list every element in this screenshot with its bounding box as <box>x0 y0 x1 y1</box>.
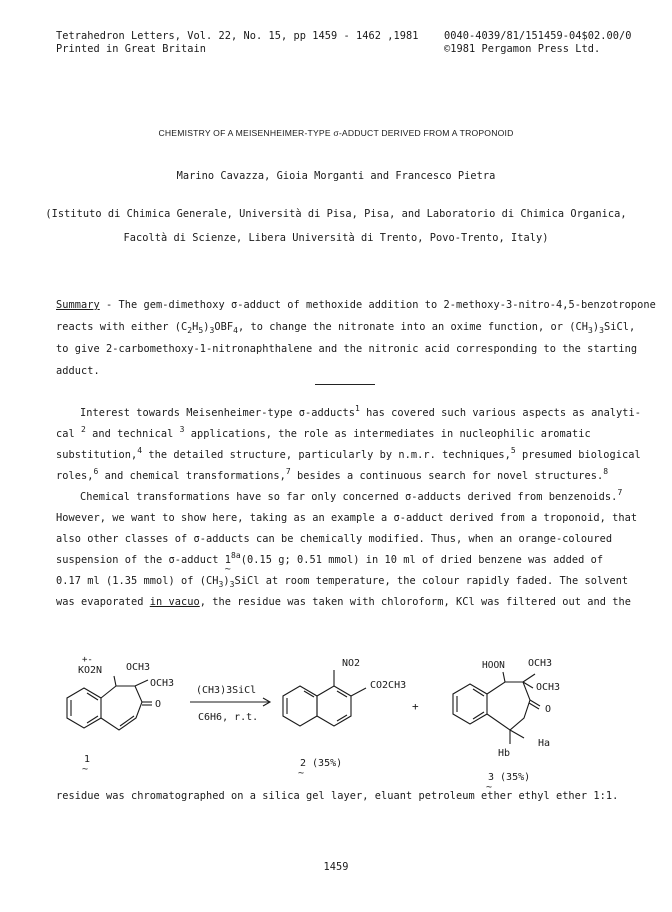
c3-hb: Hb <box>498 748 511 759</box>
text: and chemical transformations, <box>98 470 286 482</box>
summary-text-2g: SiCl, <box>603 321 636 333</box>
summary-text-2b: H <box>192 321 199 333</box>
text: ) <box>223 575 230 587</box>
sub: 2 <box>187 326 193 335</box>
tilde-mark: ~ <box>82 764 89 775</box>
text: presumed biological <box>515 449 641 461</box>
text: has covered such various aspects as analyti- <box>359 407 642 419</box>
c1-tropone-ring <box>101 686 142 730</box>
reaction-scheme <box>0 640 672 800</box>
text: cal <box>56 428 81 440</box>
c1-benzene-ring <box>67 688 101 728</box>
text: and technical <box>85 428 180 440</box>
summary-text-2d: OBF <box>214 321 234 333</box>
ref: 3 <box>179 425 185 434</box>
text: (0.15 g; 0.51 mmol) in 10 ml of dried benzene was added of <box>240 554 604 566</box>
sub: 5 <box>198 326 204 335</box>
ref: 1 <box>354 404 360 413</box>
reagent-top: (CH3)3SiCl <box>196 685 257 696</box>
ref: 8a <box>230 551 241 560</box>
article-title: CHEMISTRY OF A MEISENHEIMER-TYPE σ-ADDUCT DERIVED FROM A TROPONOID <box>158 128 514 138</box>
journal-citation: Tetrahedron Letters, Vol. 22, No. 15, pp 1459 - 1462 ,1981 <box>56 30 419 42</box>
sub: 4 <box>233 326 238 335</box>
text: , the residue was taken with chloroform, KCl was filtered out and the <box>199 596 631 608</box>
summary-text-2c: ) <box>203 321 210 333</box>
article-code: 0040-4039/81/151459-04$02.00/0 <box>444 30 632 42</box>
copyright: ©1981 Pergamon Press Ltd. <box>444 43 601 55</box>
summary-text-2f: ) <box>592 321 600 333</box>
compound-1-label: 1 <box>84 754 91 765</box>
body-line-8 <box>56 551 604 575</box>
c2-ring-b <box>317 686 351 726</box>
body-line-2 <box>56 425 591 441</box>
summary-line-1 <box>56 299 656 312</box>
c3-methoxy-top: OCH3 <box>528 658 553 669</box>
affiliation-line-2: Facoltà di Scienze, Libera Università di Trento, Povo-Trento, Italy) <box>123 232 549 244</box>
c1-carbonyl-o: O <box>155 699 162 710</box>
c3-benzene-ring <box>453 684 487 724</box>
c2-nitro: NO2 <box>342 658 361 669</box>
page-number: 1459 <box>323 861 349 873</box>
summary-text-1: - The gem-dimethoxy σ-adduct of methoxide addition to 2-methoxy-3-nitro-4,5-benzotropone <box>99 299 656 311</box>
sub: 3 <box>218 580 224 589</box>
body-line-7: also other classes of σ-adducts can be chemically modified. Thus, when an orange-coloured <box>56 533 613 545</box>
printed-note: Printed in Great Britain <box>56 43 206 55</box>
c3-hoon: HOON <box>482 660 505 671</box>
text: the detailed structure, particularly by n.m.r. techniques, <box>142 449 511 461</box>
body-line-4 <box>56 467 609 483</box>
sub: 3 <box>587 326 593 335</box>
compound-ref-1 <box>224 551 241 575</box>
ref: 7 <box>617 488 623 497</box>
tilde-mark: ~ <box>224 564 231 575</box>
c1-methoxy-side: OCH3 <box>150 678 175 689</box>
text: Chemical transformations have so far only concerned σ-adducts derived from benzenoids. <box>80 491 618 503</box>
affiliation-line-1: (Istituto di Chimica Generale, Università di Pisa, Pisa, and Laboratorio di Chimica Organica, <box>45 208 627 220</box>
summary-text-2a: reacts with either (C <box>56 321 188 333</box>
c3-carbonyl-o: O <box>545 704 552 715</box>
c2-ester: CO2CH3 <box>370 680 407 691</box>
c3-ha: Ha <box>538 738 551 749</box>
body-line-1 <box>80 404 642 420</box>
ref: 8 <box>603 467 609 476</box>
text: Interest towards Meisenheimer-type σ-adducts <box>80 407 355 419</box>
c1-methoxy-top: OCH3 <box>126 662 151 673</box>
sub: 3 <box>209 326 215 335</box>
ref: 4 <box>137 446 143 455</box>
text: SiCl at room temperature, the colour rapidly faded. The solvent <box>234 575 629 587</box>
summary-line-4: adduct. <box>56 365 100 377</box>
summary-line-2 <box>56 321 635 334</box>
summary-line-3: to give 2-carbomethoxy-1-nitronaphthalene and the nitronic acid corresponding to the starting <box>56 343 638 355</box>
summary-text-2e: , to change the nitronate into an oxime function, or (CH <box>237 321 588 333</box>
text: in vacuo <box>149 596 200 608</box>
c2-ring-a <box>283 686 317 726</box>
body-line-3 <box>56 446 641 462</box>
c3-tropone-ring <box>487 682 530 730</box>
tilde-mark: ~ <box>298 768 305 779</box>
text: 0.17 ml (1.35 mmol) of (CH <box>56 575 219 587</box>
section-divider <box>315 384 375 385</box>
compound-3-label: 3 (35%) <box>488 772 531 783</box>
text: 1 <box>224 554 231 566</box>
body-line-9 <box>56 575 628 588</box>
body-line-6: However, we want to show here, taking as an example a σ-adduct derived from a troponoid, that <box>56 512 638 524</box>
text: suspension of the σ-adduct <box>56 554 225 566</box>
text: applications, the role as intermediates in nucleophilic aromatic <box>184 428 591 440</box>
text: roles, <box>56 470 94 482</box>
ref: 2 <box>81 425 86 434</box>
compound-2-label: 2 (35%) <box>300 758 343 769</box>
c3-methoxy-side: OCH3 <box>536 682 561 693</box>
authors: Marino Cavazza, Gioia Morganti and Francesco Pietra <box>176 170 496 182</box>
text: was evaporated <box>56 596 150 608</box>
text: substitution, <box>56 449 138 461</box>
tilde-mark: ~ <box>486 782 493 793</box>
text: besides a continuous search for novel structures. <box>290 470 604 482</box>
ref: 5 <box>510 446 516 455</box>
reagent-bottom: C6H6, r.t. <box>198 712 259 723</box>
sub: 3 <box>599 326 604 335</box>
plus-sign: + <box>412 700 419 713</box>
c1-charge: +- <box>82 655 93 665</box>
body-line-10 <box>56 596 631 609</box>
body-line-5 <box>80 488 623 504</box>
sub: 3 <box>229 580 235 589</box>
summary-label: Summary <box>56 299 100 311</box>
ref: 7 <box>285 467 291 476</box>
body-line-after-scheme: residue was chromatographed on a silica gel layer, eluant petroleum ether ethyl ether 1:1. <box>56 790 619 802</box>
c1-nitronate: KO2N <box>78 665 103 676</box>
ref: 6 <box>93 467 99 476</box>
